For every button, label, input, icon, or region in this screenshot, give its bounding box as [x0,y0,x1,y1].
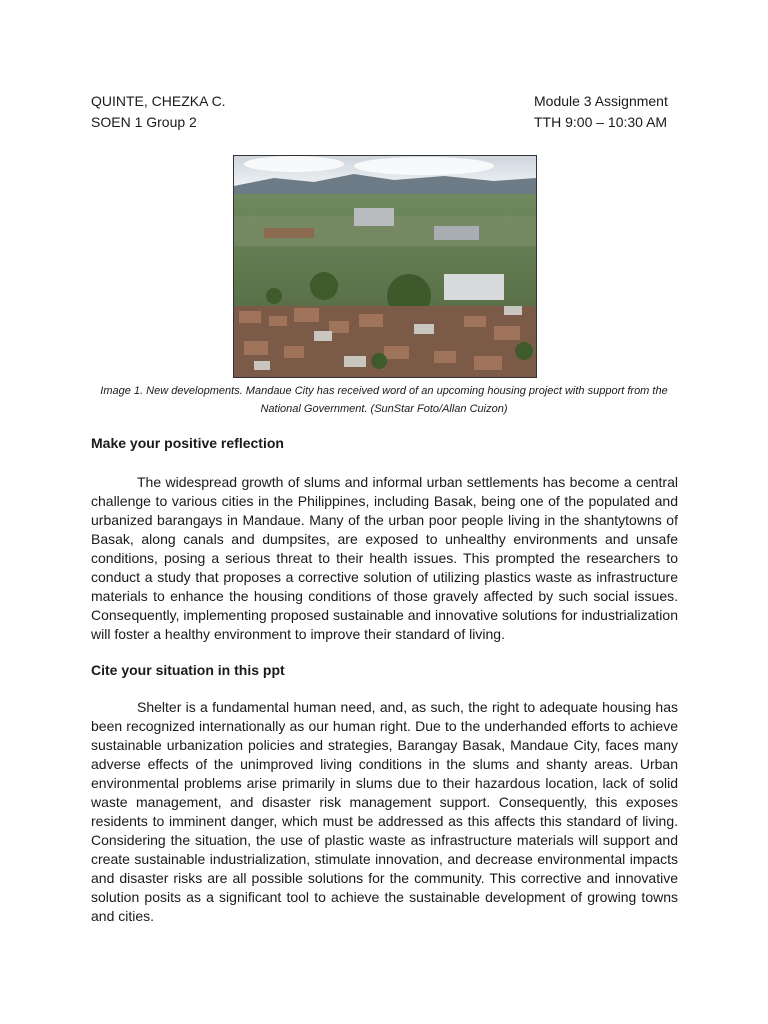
assignment-title: Module 3 Assignment [534,93,668,109]
student-info [91,91,226,133]
aerial-city-photo [233,155,537,378]
class-schedule: TTH 9:00 – 10:30 AM [534,114,668,130]
image-caption [80,382,688,418]
student-section: SOEN 1 Group 2 [91,114,197,130]
caption-line-2: National Government. (SunStar Foto/Allan Cuizon) [260,403,508,415]
paragraph-situation: Shelter is a fundamental human need, and, as such, the right to adequate housing has been recognized internationally as our human right. Due to the underhanded efforts to achieve sustainable urbanization policies and strategies, Barangay Basak, Mandaue City, faces many adverse effects of the unimproved living conditions in the slums and shanty areas. Urban environmental problems arise primarily in slums due to their hazardous location, lack of solid waste management, and disaster risk management support. Consequently, this exposes residents to imminent danger, which must be addressed as this affects this standard of living. Considering the situation, the use of plastic waste as infrastructure materials will support and create sustainable industrialization, stimulate innovation, and decrease environmental impacts and disaster risks are all possible solutions for the community. This corrective and innovative solution posits as a significant tool to achieve the sustainable development of growing towns and cities. [91,699,678,924]
section-heading-reflection: Make your positive reflection [91,435,284,451]
student-name: QUINTE, CHEZKA C. [91,93,226,109]
assignment-info [534,91,668,133]
caption-line-1: Image 1. New developments. Mandaue City has received word of an upcoming housing project with support from the [100,385,668,397]
section-heading-situation: Cite your situation in this ppt [91,662,285,678]
paragraph-reflection: The widespread growth of slums and informal urban settlements has become a central challenge to various cities in the Philippines, including Basak, being one of the populated and urbanized barangays in Mandaue. Many of the urban poor people living in the shantytowns of Basak, along canals and dumpsites, are exposed to unhealthy environments and unsafe conditions, posing a serious threat to their health issues. This prompted the researchers to conduct a study that proposes a corrective solution of utilizing plastics waste as infrastructure materials to enhance the housing conditions of those gravely affected by such social issues. Consequently, implementing proposed sustainable and innovative solutions for industrialization will foster a healthy environment to improve their standard of living. [91,474,678,642]
